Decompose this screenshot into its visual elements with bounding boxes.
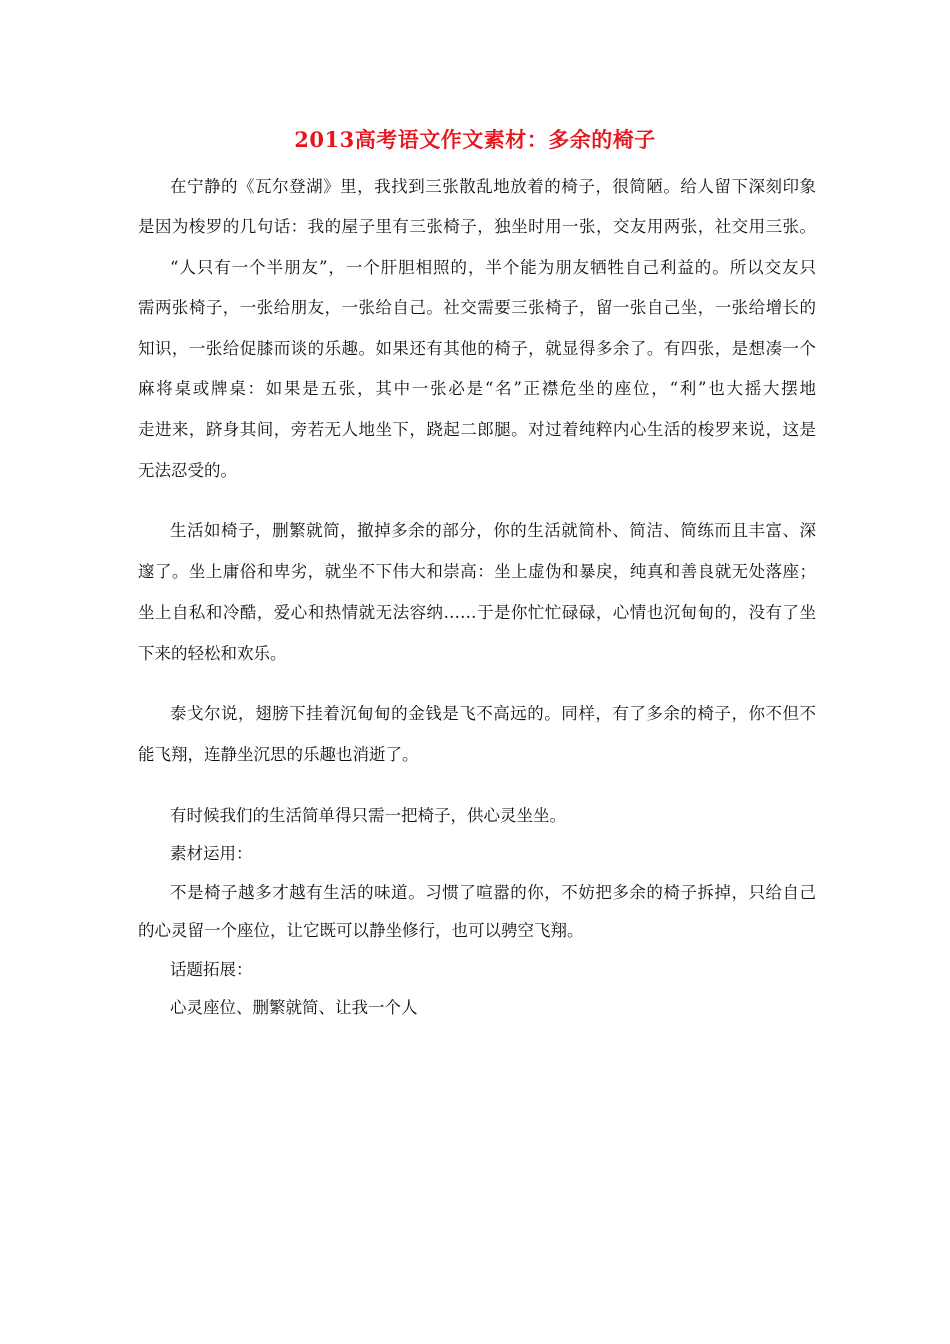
section-label: 素材运用： [170, 844, 253, 863]
section-label: 话题拓展： [170, 960, 253, 979]
paragraph-line: 不是椅子越多才越有生活的味道。习惯了喧嚣的你，不妨把多余的椅子拆掉，只给自己 [170, 883, 816, 902]
paragraph-line: 泰戈尔说，翅膀下挂着沉甸甸的金钱是飞不高远的。同样，有了多余的椅子，你不但不 [170, 704, 816, 723]
paragraph-line: 邃了。坐上庸俗和卑劣，就坐不下伟大和崇高：坐上虚伪和暴戾，纯真和善良就无处落座； [138, 562, 816, 581]
paragraph-line: 的心灵留一个座位，让它既可以静坐修行，也可以骋空飞翔。 [138, 921, 584, 940]
paragraph-line: 能飞翔，连静坐沉思的乐趣也消逝了。 [138, 745, 419, 764]
paragraph-line: 生活如椅子，删繁就简，撤掉多余的部分，你的生活就简朴、简洁、简练而且丰富、深 [170, 521, 816, 540]
paragraph-line: 知识，一张给促膝而谈的乐趣。如果还有其他的椅子，就显得多余了。有四张，是想凑一个 [138, 339, 816, 358]
paragraph-line: 有时候我们的生活简单得只需一把椅子，供心灵坐坐。 [170, 806, 566, 825]
topic-list: 心灵座位、删繁就简、让我一个人 [170, 998, 418, 1017]
paragraph-line: “人只有一个半朋友”，一个肝胆相照的，半个能为朋友牺牲自己利益的。所以交友只 [170, 258, 816, 277]
document-title: 2013高考语文作文素材：多余的椅子 [294, 127, 656, 152]
paragraph-line: 无法忍受的。 [138, 461, 237, 480]
paragraph-line: 坐上自私和冷酷，爱心和热情就无法容纳……于是你忙忙碌碌，心情也沉甸甸的，没有了坐 [138, 603, 816, 622]
paragraph-line: 麻将桌或牌桌：如果是五张，其中一张必是“名”正襟危坐的座位，“利”也大摇大摆地 [138, 379, 816, 398]
paragraph-line: 需两张椅子，一张给朋友，一张给自己。社交需要三张椅子，留一张自己坐，一张给增长的 [138, 298, 816, 317]
paragraph-line: 走进来，跻身其间，旁若无人地坐下，跷起二郎腿。对过着纯粹内心生活的梭罗来说，这是 [138, 420, 816, 439]
paragraph-line: 下来的轻松和欢乐。 [138, 644, 287, 663]
paragraph-line: 在宁静的《瓦尔登湖》里，我找到三张散乱地放着的椅子，很简陋。给人留下深刻印象 [170, 177, 816, 196]
paragraph-line: 是因为梭罗的几句话：我的屋子里有三张椅子，独坐时用一张，交友用两张，社交用三张。 [138, 217, 816, 236]
